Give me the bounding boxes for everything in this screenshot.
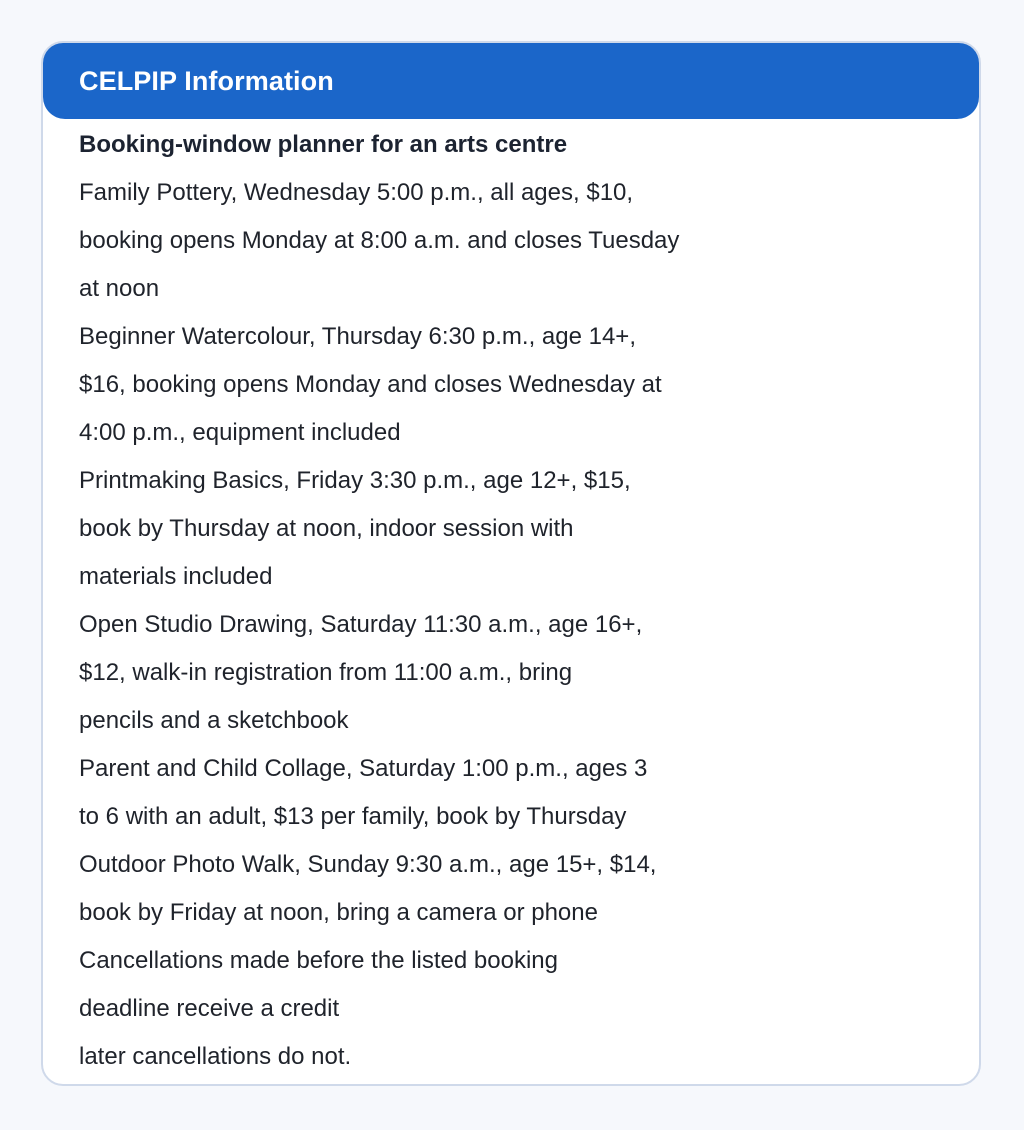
content-line: at noon <box>79 275 160 302</box>
content-line: book by Friday at noon, bring a camera or phone <box>79 899 598 926</box>
panel-header <box>43 43 979 119</box>
content-line: Printmaking Basics, Friday 3:30 p.m., age 12+, $15, <box>79 467 631 494</box>
content-line: Open Studio Drawing, Saturday 11:30 a.m., age 16+, <box>79 611 643 638</box>
content-line: later cancellations do not. <box>79 1043 352 1070</box>
content-line: Parent and Child Collage, Saturday 1:00 p.m., ages 3 <box>79 755 648 782</box>
content-line: 4:00 p.m., equipment included <box>79 419 401 446</box>
info-panel <box>41 41 981 1086</box>
content-line: Outdoor Photo Walk, Sunday 9:30 a.m., age 15+, $14, <box>79 851 657 878</box>
content-line: $16, booking opens Monday and closes Wednesday at <box>79 371 662 398</box>
content-line: Cancellations made before the listed booking <box>79 947 558 974</box>
content-line: Family Pottery, Wednesday 5:00 p.m., all ages, $10, <box>79 179 634 206</box>
content-line: book by Thursday at noon, indoor session with <box>79 515 574 542</box>
content-line: pencils and a sketchbook <box>79 707 349 734</box>
content-line: to 6 with an adult, $13 per family, book by Thursday <box>79 803 627 830</box>
content-line: deadline receive a credit <box>79 995 340 1022</box>
content-heading: Booking-window planner for an arts centre <box>79 131 568 158</box>
content-line: $12, walk-in registration from 11:00 a.m., bring <box>79 659 573 686</box>
content-line: materials included <box>79 563 273 590</box>
panel-body <box>43 121 979 1081</box>
content-line: booking opens Monday at 8:00 a.m. and closes Tuesday <box>79 227 680 254</box>
content-line: Beginner Watercolour, Thursday 6:30 p.m., age 14+, <box>79 323 636 350</box>
panel-title: CELPIP Information <box>79 65 334 96</box>
